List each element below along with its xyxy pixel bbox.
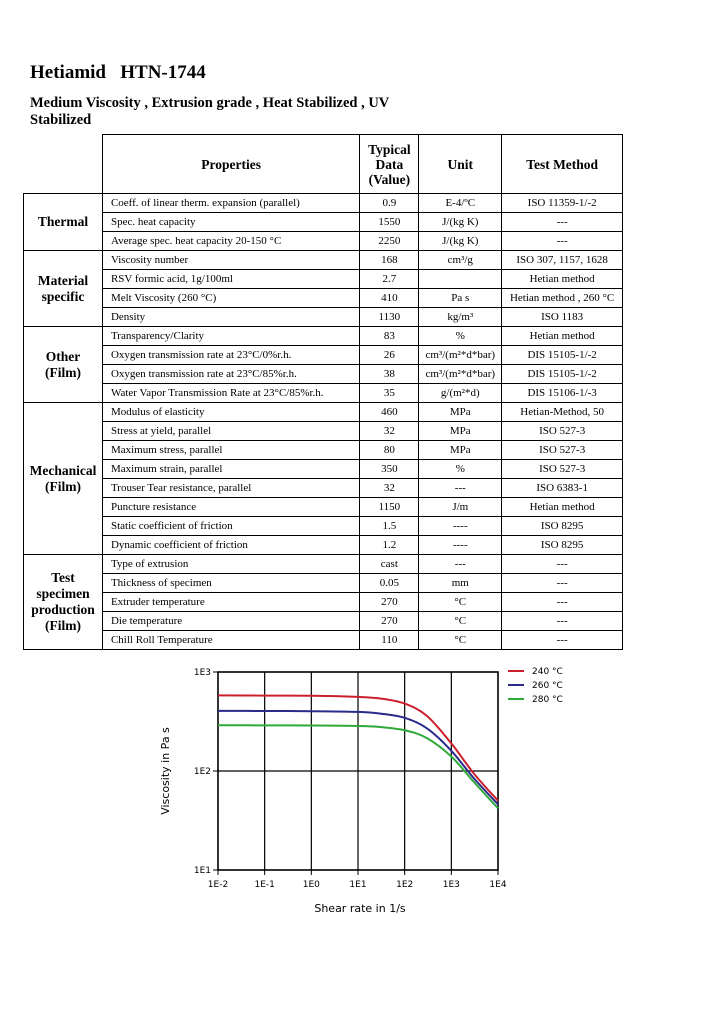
unit-cell: J/m — [419, 498, 502, 517]
method-cell: DIS 15105-1/-2 — [502, 346, 623, 365]
y-tick-label: 1E3 — [193, 668, 211, 678]
x-tick-label: 1E0 — [302, 880, 320, 890]
table-row — [24, 365, 623, 384]
method-cell: Hetian method — [502, 327, 623, 346]
method-cell: --- — [502, 232, 623, 251]
table-header-row — [24, 135, 623, 194]
unit-cell: --- — [419, 479, 502, 498]
property-cell: Modulus of elasticity — [102, 403, 359, 422]
unit-cell: cm³/(m²*d*bar) — [419, 365, 502, 384]
group-label: Mechanical (Film) — [24, 403, 103, 555]
unit-cell: °C — [419, 612, 502, 631]
value-cell: 1150 — [360, 498, 419, 517]
unit-cell: % — [419, 460, 502, 479]
value-cell: 460 — [360, 403, 419, 422]
property-cell: Die temperature — [102, 612, 359, 631]
value-cell: 2.7 — [360, 270, 419, 289]
unit-cell: MPa — [419, 403, 502, 422]
method-cell: Hetian method , 260 °C — [502, 289, 623, 308]
legend-label: 240 °C — [532, 667, 563, 677]
group-label: Test specimen production (Film) — [24, 555, 103, 650]
unit-cell: °C — [419, 631, 502, 650]
table-row — [24, 308, 623, 327]
value-cell: 26 — [360, 346, 419, 365]
unit-cell: MPa — [419, 422, 502, 441]
value-cell: 80 — [360, 441, 419, 460]
table-row — [24, 517, 623, 536]
x-tick-label: 1E3 — [442, 880, 460, 890]
unit-cell: cm³/(m²*d*bar) — [419, 346, 502, 365]
unit-cell: % — [419, 327, 502, 346]
property-cell: Maximum stress, parallel — [102, 441, 359, 460]
value-cell: 110 — [360, 631, 419, 650]
x-tick-label: 1E4 — [489, 880, 507, 890]
property-cell: Trouser Tear resistance, parallel — [102, 479, 359, 498]
x-axis-label: Shear rate in 1/s — [314, 902, 406, 915]
table-row — [24, 536, 623, 555]
table-row — [24, 384, 623, 403]
document-subtitle: Medium Viscosity , Extrusion grade , Heat Stabilized , UV Stabilized — [30, 95, 390, 128]
header-test-method: Test Method — [502, 135, 623, 194]
table-row — [24, 194, 623, 213]
table-row — [24, 593, 623, 612]
method-cell: ISO 8295 — [502, 536, 623, 555]
table-row — [24, 460, 623, 479]
table-row — [24, 346, 623, 365]
property-cell: Spec. heat capacity — [102, 213, 359, 232]
method-cell: Hetian method — [502, 270, 623, 289]
property-cell: Puncture resistance — [102, 498, 359, 517]
value-cell: 38 — [360, 365, 419, 384]
table-row — [24, 403, 623, 422]
unit-cell: ---- — [419, 536, 502, 555]
value-cell: 350 — [360, 460, 419, 479]
document-title: Hetiamid HTN-1744 — [30, 62, 206, 83]
table-row — [24, 441, 623, 460]
x-tick-label: 1E1 — [349, 880, 367, 890]
value-cell: 2250 — [360, 232, 419, 251]
property-cell: Density — [102, 308, 359, 327]
group-label: Thermal — [24, 194, 103, 251]
unit-cell: J/(kg K) — [419, 232, 502, 251]
method-cell: DIS 15106-1/-3 — [502, 384, 623, 403]
table-row — [24, 327, 623, 346]
property-cell: Type of extrusion — [102, 555, 359, 574]
property-cell: Maximum strain, parallel — [102, 460, 359, 479]
y-tick-label: 1E2 — [193, 767, 211, 777]
value-cell: 1130 — [360, 308, 419, 327]
unit-cell: --- — [419, 555, 502, 574]
property-cell: Transparency/Clarity — [102, 327, 359, 346]
property-cell: Static coefficient of friction — [102, 517, 359, 536]
property-cell: Chill Roll Temperature — [102, 631, 359, 650]
legend-label: 280 °C — [532, 695, 563, 705]
value-cell: 32 — [360, 422, 419, 441]
table-row — [24, 631, 623, 650]
property-cell: Water Vapor Transmission Rate at 23°C/85%r.h. — [102, 384, 359, 403]
group-label: Material specific — [24, 251, 103, 327]
header-typical-data: Typical Data (Value) — [360, 135, 419, 194]
method-cell: ISO 307, 1157, 1628 — [502, 251, 623, 270]
method-cell: ISO 11359-1/-2 — [502, 194, 623, 213]
method-cell: ISO 527-3 — [502, 460, 623, 479]
method-cell: Hetian method — [502, 498, 623, 517]
property-cell: Dynamic coefficient of friction — [102, 536, 359, 555]
table-row — [24, 612, 623, 631]
unit-cell: g/(m²*d) — [419, 384, 502, 403]
value-cell: 0.05 — [360, 574, 419, 593]
header-blank-cell — [24, 135, 103, 194]
header-properties: Properties — [102, 135, 359, 194]
unit-cell: ---- — [419, 517, 502, 536]
value-cell: 32 — [360, 479, 419, 498]
property-cell: Melt Viscosity (260 °C) — [102, 289, 359, 308]
property-cell: Average spec. heat capacity 20-150 °C — [102, 232, 359, 251]
method-cell: Hetian-Method, 50 — [502, 403, 623, 422]
unit-cell: MPa — [419, 441, 502, 460]
property-cell: Extruder temperature — [102, 593, 359, 612]
unit-cell: J/(kg K) — [419, 213, 502, 232]
property-cell: Stress at yield, parallel — [102, 422, 359, 441]
method-cell: ISO 1183 — [502, 308, 623, 327]
method-cell: DIS 15105-1/-2 — [502, 365, 623, 384]
x-tick-label: 1E-2 — [207, 880, 229, 890]
value-cell: 270 — [360, 612, 419, 631]
table-row — [24, 555, 623, 574]
property-cell: Oxygen transmission rate at 23°C/0%r.h. — [102, 346, 359, 365]
value-cell: 83 — [360, 327, 419, 346]
table-row — [24, 251, 623, 270]
value-cell: 1.2 — [360, 536, 419, 555]
table-row — [24, 270, 623, 289]
unit-cell: mm — [419, 574, 502, 593]
unit-cell — [419, 270, 502, 289]
table-row — [24, 479, 623, 498]
unit-cell: kg/m³ — [419, 308, 502, 327]
property-cell: RSV formic acid, 1g/100ml — [102, 270, 359, 289]
value-cell: 0.9 — [360, 194, 419, 213]
value-cell: 270 — [360, 593, 419, 612]
value-cell: cast — [360, 555, 419, 574]
table-row — [24, 232, 623, 251]
value-cell: 1550 — [360, 213, 419, 232]
table-row — [24, 422, 623, 441]
method-cell: --- — [502, 213, 623, 232]
table-row — [24, 574, 623, 593]
method-cell: --- — [502, 612, 623, 631]
value-cell: 1.5 — [360, 517, 419, 536]
table-row — [24, 498, 623, 517]
legend-label: 260 °C — [532, 681, 563, 691]
property-cell: Viscosity number — [102, 251, 359, 270]
method-cell: ISO 8295 — [502, 517, 623, 536]
property-cell: Coeff. of linear therm. expansion (parallel) — [102, 194, 359, 213]
property-cell: Oxygen transmission rate at 23°C/85%r.h. — [102, 365, 359, 384]
method-cell: --- — [502, 574, 623, 593]
table-row — [24, 289, 623, 308]
unit-cell: E-4/ºC — [419, 194, 502, 213]
y-axis-label: Viscosity in Pa s — [159, 727, 172, 815]
properties-table — [23, 134, 623, 650]
property-cell: Thickness of specimen — [102, 574, 359, 593]
method-cell: --- — [502, 555, 623, 574]
unit-cell: °C — [419, 593, 502, 612]
x-tick-label: 1E-1 — [254, 880, 275, 890]
table-row — [24, 213, 623, 232]
viscosity-chart — [150, 656, 590, 926]
value-cell: 168 — [360, 251, 419, 270]
x-tick-label: 1E2 — [396, 880, 414, 890]
value-cell: 35 — [360, 384, 419, 403]
method-cell: --- — [502, 631, 623, 650]
unit-cell: Pa s — [419, 289, 502, 308]
method-cell: ISO 6383-1 — [502, 479, 623, 498]
value-cell: 410 — [360, 289, 419, 308]
unit-cell: cm³/g — [419, 251, 502, 270]
group-label: Other (Film) — [24, 327, 103, 403]
method-cell: --- — [502, 593, 623, 612]
method-cell: ISO 527-3 — [502, 441, 623, 460]
y-tick-label: 1E1 — [193, 866, 211, 876]
method-cell: ISO 527-3 — [502, 422, 623, 441]
header-unit: Unit — [419, 135, 502, 194]
